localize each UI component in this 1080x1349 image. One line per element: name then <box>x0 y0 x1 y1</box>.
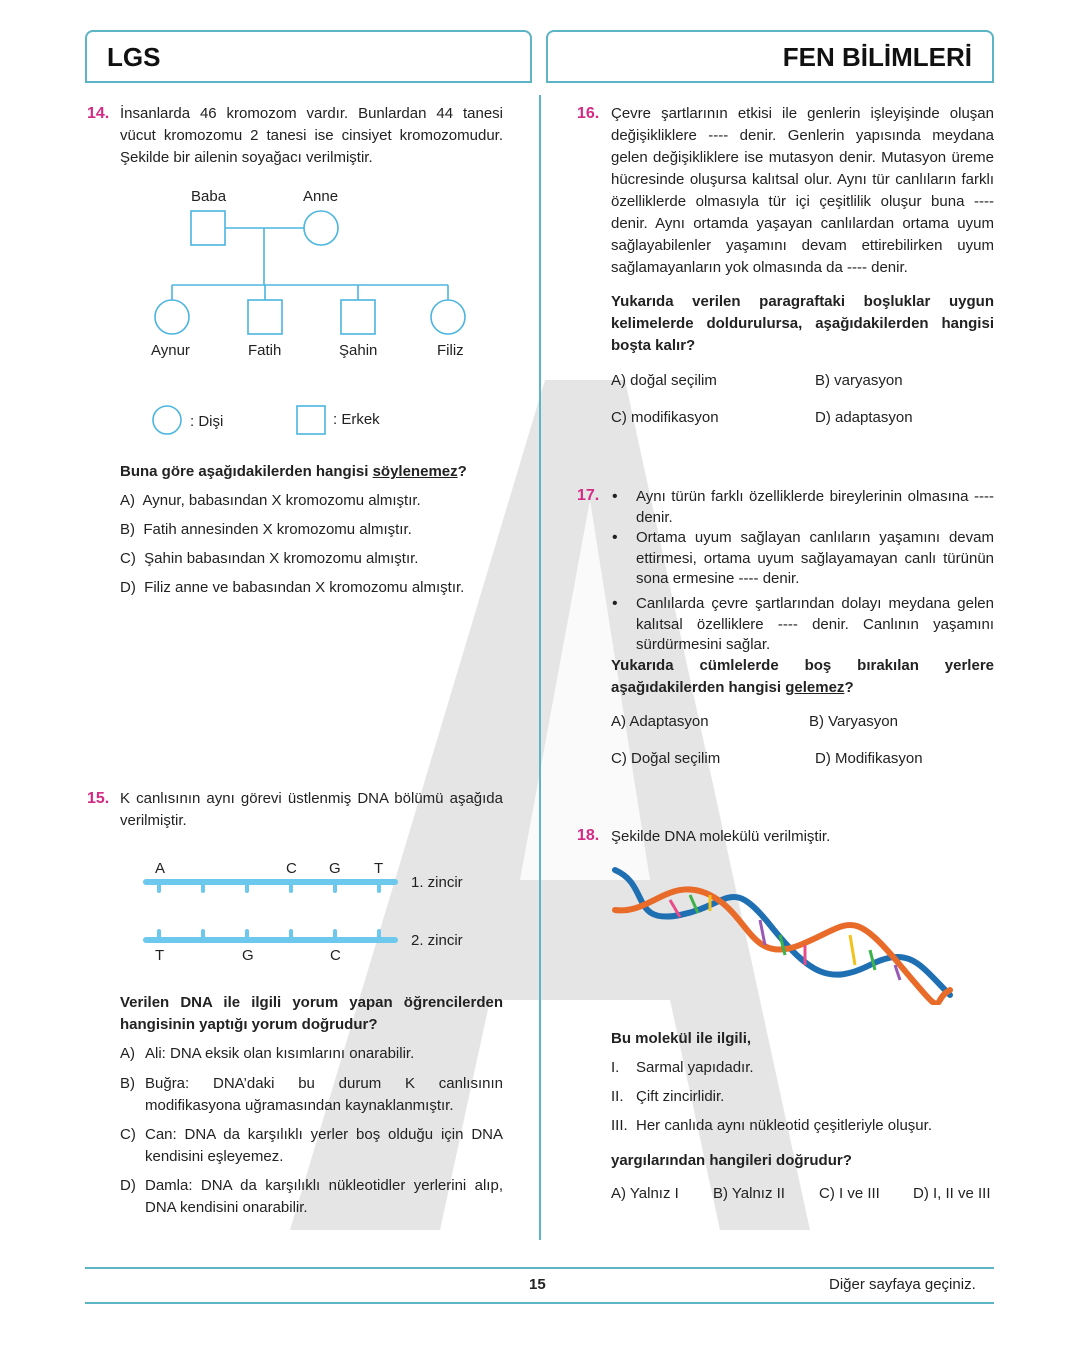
statement-bullet: • Canlılarda çevre şartlarından dolayı meydana gelen kalıtsal özelliklere ---- denir. Canlının yaşamını sürdürmesini sağlar. <box>636 594 994 656</box>
answer-option-b[interactable]: B) Varyasyon <box>809 713 898 730</box>
dna-strands-diagram <box>140 870 402 950</box>
answer-option-a[interactable]: A) Yalnız I <box>611 1185 679 1202</box>
question-prompt: yargılarından hangileri doğrudur? <box>611 1152 852 1169</box>
pedigree-label: Aynur <box>151 342 190 359</box>
pedigree-label: Şahin <box>339 342 378 359</box>
answer-option-b[interactable]: B) varyasyon <box>815 372 903 389</box>
pedigree-label: Baba <box>191 188 227 205</box>
question-text: İnsanlarda 46 kromozom vardır. Bunlardan 44 tanesi vücut kromozomu 2 tanesi ise cinsiyet kromozomudur. Şekilde bir ailenin soyağacı verilmiştir. <box>120 105 503 166</box>
statement-item: I. Sarmal yapıdadır. <box>611 1059 754 1076</box>
dna-helix-image <box>610 865 955 1005</box>
question-prompt: Yukarıda verilen paragraftaki boşluklar uygun kelimelerde doldurulursa, aşağıdakilerden hangisi boşta kalır? <box>611 293 994 354</box>
pedigree-label: Filiz <box>437 342 464 359</box>
answer-option-a[interactable]: A) doğal seçilim <box>611 372 717 389</box>
answer-option-b[interactable]: B) Fatih annesinden X kromozomu almıştır. <box>120 521 412 538</box>
question-number: 15. <box>87 790 110 807</box>
answer-option-a[interactable]: A) Aynur, babasından X kromozomu almıştır. <box>120 492 421 509</box>
base-label: C <box>286 860 297 877</box>
statement-item: III. Her canlıda aynı nükleotid çeşitleriyle oluşur. <box>611 1117 932 1134</box>
strand-label: 1. zincir <box>411 874 463 891</box>
answer-option-d[interactable]: D) Damla: DNA da karşılıklı nükleotidler yerlerini alıp, DNA kendisini onarabilir. <box>120 1177 503 1216</box>
answer-option-a[interactable]: A) Adaptasyon <box>611 713 709 730</box>
header-subject: FEN BİLİMLERİ <box>546 30 994 83</box>
question-prompt: Yukarıda cümlelerde boş bırakılan yerlere aşağıdakilerden hangisi gelemez? <box>611 657 994 696</box>
answer-option-d[interactable]: D) adaptasyon <box>815 409 913 426</box>
header-left: LGS <box>85 30 532 83</box>
footer-rule <box>85 1267 994 1269</box>
statement-item: II. Çift zincirlidir. <box>611 1088 725 1105</box>
column-divider <box>539 95 541 1240</box>
answer-option-d[interactable]: D) Filiz anne ve babasından X kromozomu almıştır. <box>120 579 465 596</box>
base-label: T <box>374 860 384 877</box>
legend-male: : Erkek <box>333 411 380 428</box>
strand-label: 2. zincir <box>411 932 463 949</box>
question-prompt: Verilen DNA ile ilgili yorum yapan öğrencilerden hangisinin yaptığı yorum doğrudur? <box>120 994 503 1033</box>
page-number: 15 <box>529 1276 546 1293</box>
next-page-note: Diğer sayfaya geçiniz. <box>829 1276 976 1293</box>
question-number: 16. <box>577 105 600 122</box>
pedigree-label: Anne <box>303 188 339 205</box>
answer-option-d[interactable]: D) Modifikasyon <box>815 750 923 767</box>
answer-option-d[interactable]: D) I, II ve III <box>913 1185 991 1202</box>
pedigree-chart <box>140 180 500 450</box>
question-text: K canlısının aynı görevi üstlenmiş DNA bölümü aşağıda verilmiştir. <box>120 790 503 829</box>
base-label: G <box>242 947 254 964</box>
answer-option-b[interactable]: B) Buğra: DNA’daki bu durum K canlısının modifikasyona uğramasından kaynaklanmıştır. <box>120 1075 503 1114</box>
answer-option-a[interactable]: A) Ali: DNA eksik olan kısımlarını onarabilir. <box>120 1045 415 1062</box>
question-text: Şekilde DNA molekülü verilmiştir. <box>611 828 831 845</box>
statement-lead: Bu molekül ile ilgili, <box>611 1030 752 1047</box>
base-label: A <box>155 860 166 877</box>
answer-option-c[interactable]: C) Doğal seçilim <box>611 750 721 767</box>
pedigree-label: Fatih <box>248 342 282 359</box>
footer-rule <box>85 1302 994 1304</box>
question-number: 18. <box>577 827 600 844</box>
question-text: Çevre şartlarının etkisi ile genlerin işleyişinde oluşan değişikliklere ---- denir. Genlerin yapısında meydana gelen değişikliklere ise mutasyon denir. Mutasyon üreme hücresinde oluşursa kalıtsal olur. Aynı tür canlıların farklı özelliklerde olmasıyla tür içi çeşitlilik oluşur buna ---- denir. Aynı ortamda yaşayan canlılardan ortama uyum sağlayabilenler yaşamını devam ettirebilirken uyum sağlamayanların yok olmasında da ---- denir. <box>611 105 994 276</box>
question-number: 17. <box>577 487 600 504</box>
base-label: T <box>155 947 165 964</box>
question-number: 14. <box>87 105 110 122</box>
statement-bullet: • Ortama uyum sağlayan canlıların yaşamını devam ettirmesi, ortama uyum sağlayamayan canlı türünün sona ermesine ---- denir. <box>636 528 994 590</box>
question-prompt: Buna göre aşağıdakilerden hangisi söylenemez? <box>120 463 467 480</box>
answer-option-c[interactable]: C) I ve III <box>819 1185 880 1202</box>
base-label: C <box>330 947 341 964</box>
answer-option-c[interactable]: C) Can: DNA da karşılıklı yerler boş olduğu için DNA kendisini eşleyemez. <box>120 1126 503 1165</box>
answer-option-c[interactable]: C) Şahin babasından X kromozomu almıştır. <box>120 550 419 567</box>
base-label: G <box>329 860 341 877</box>
statement-bullet: • Aynı türün farklı özelliklerde bireylerinin olmasına ---- denir. <box>636 487 994 528</box>
legend-female: : Dişi <box>190 413 224 430</box>
answer-option-c[interactable]: C) modifikasyon <box>611 409 719 426</box>
answer-option-b[interactable]: B) Yalnız II <box>713 1185 785 1202</box>
